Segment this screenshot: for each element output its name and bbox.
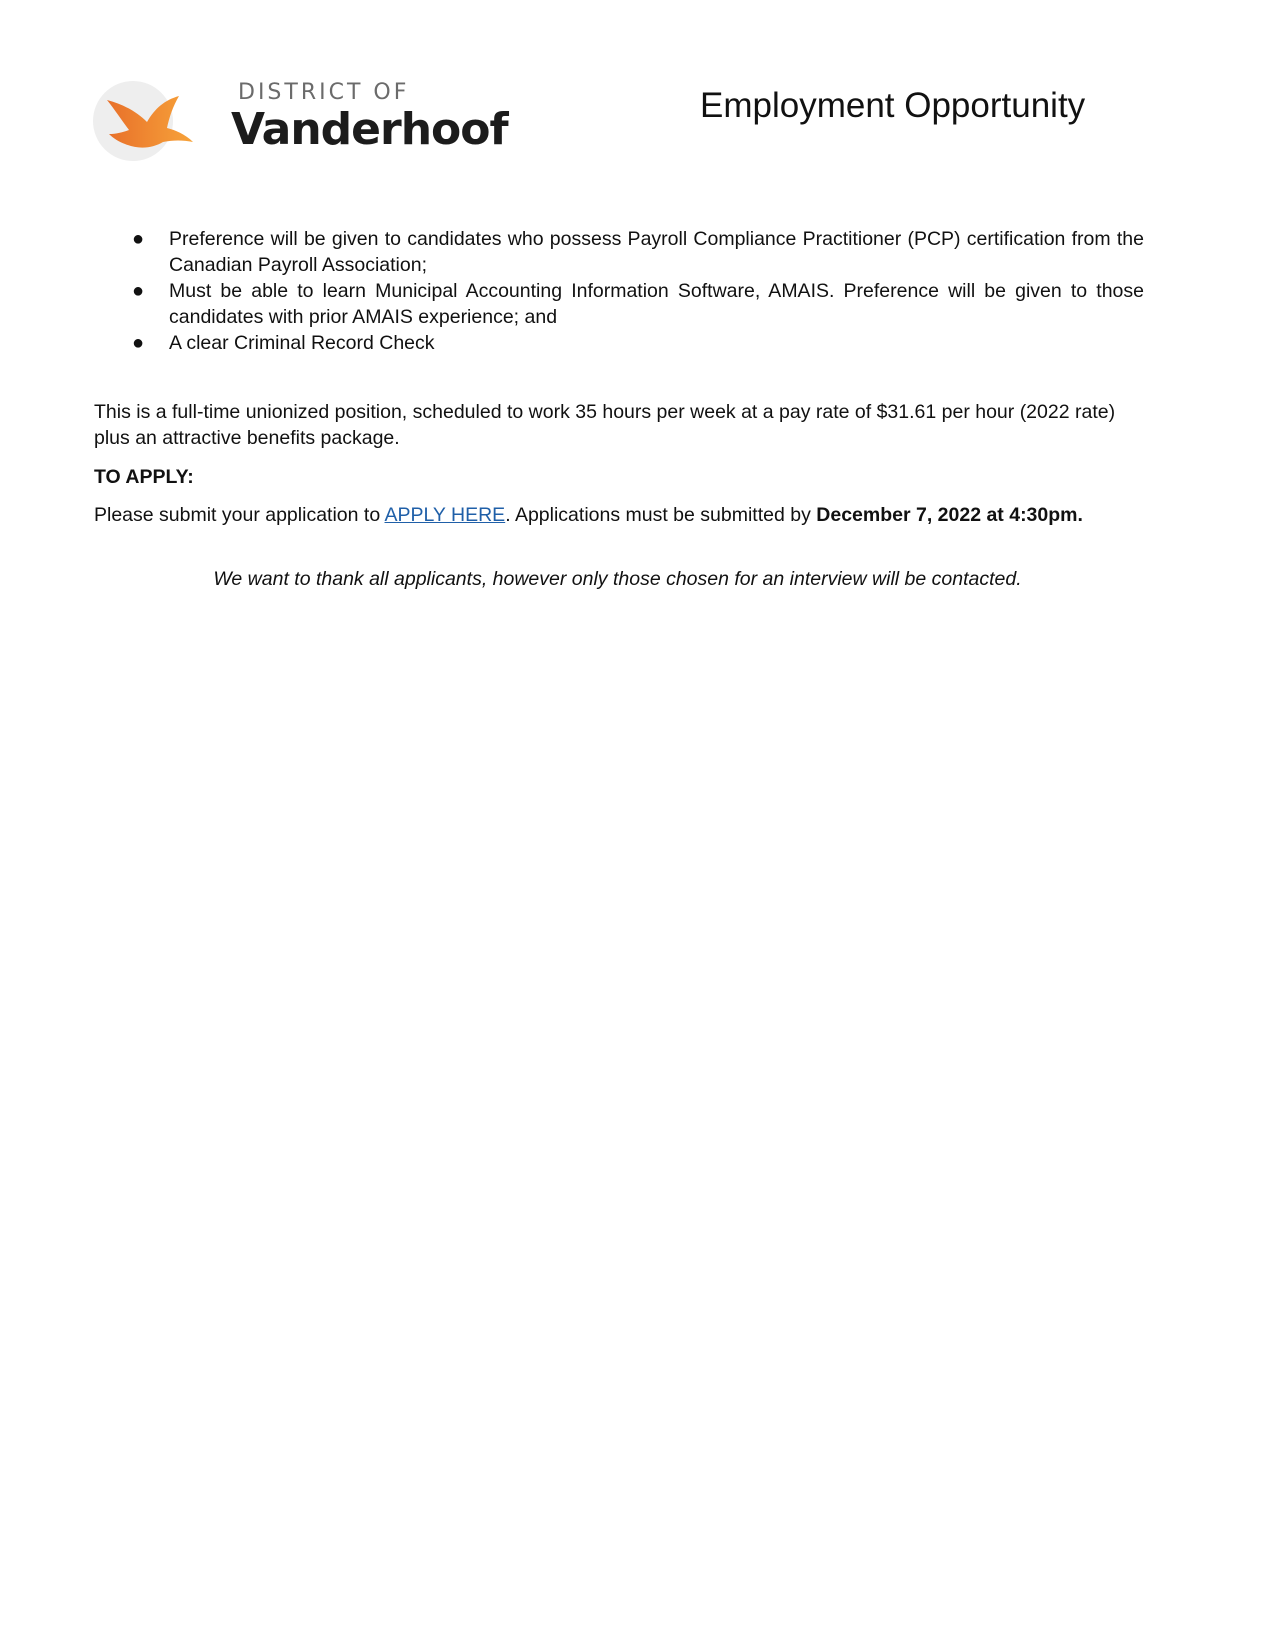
list-item xyxy=(94,278,1144,330)
requirements-section xyxy=(94,226,1144,356)
apply-text-before: Please submit your application to xyxy=(94,504,385,526)
list-item xyxy=(94,226,1144,278)
list-item-text: A clear Criminal Record Check xyxy=(169,332,435,354)
position-description: This is a full-time unionized position, scheduled to work 35 hours per week at a pay rate of $31.61 per hour (2022 rate) plus an attractive benefits package. xyxy=(94,401,1116,449)
page-title: Employment Opportunity xyxy=(700,86,1086,125)
bullet-icon: ● xyxy=(132,280,145,302)
list-item-text: Preference will be given to candidates who possess Payroll Compliance Practitioner (PCP) certification from the Canadian Payroll Association; xyxy=(169,228,1144,276)
thanks-note: We want to thank all applicants, however only those chosen for an interview will be contacted. xyxy=(213,568,1022,590)
bullet-icon: ● xyxy=(132,228,145,250)
requirements-list xyxy=(94,226,1144,356)
goose-logo-icon xyxy=(93,78,233,164)
apply-heading: TO APPLY: xyxy=(94,466,194,488)
application-deadline: December 7, 2022 at 4:30pm. xyxy=(816,504,1083,526)
district-logo xyxy=(93,78,513,164)
apply-instructions xyxy=(94,502,1144,528)
logo-district-of: DISTRICT OF xyxy=(238,80,410,105)
apply-text-middle: . Applications must be submitted by xyxy=(505,504,817,526)
list-item-text: Must be able to learn Municipal Accounting Information Software, AMAIS. Preference will be given to those candidates with prior AMAIS experience; and xyxy=(169,280,1144,328)
apply-here-link[interactable]: APPLY HERE xyxy=(384,504,506,526)
list-item xyxy=(94,330,1144,356)
bullet-icon: ● xyxy=(132,332,145,354)
logo-vanderhoof: Vanderhoof xyxy=(231,104,508,155)
